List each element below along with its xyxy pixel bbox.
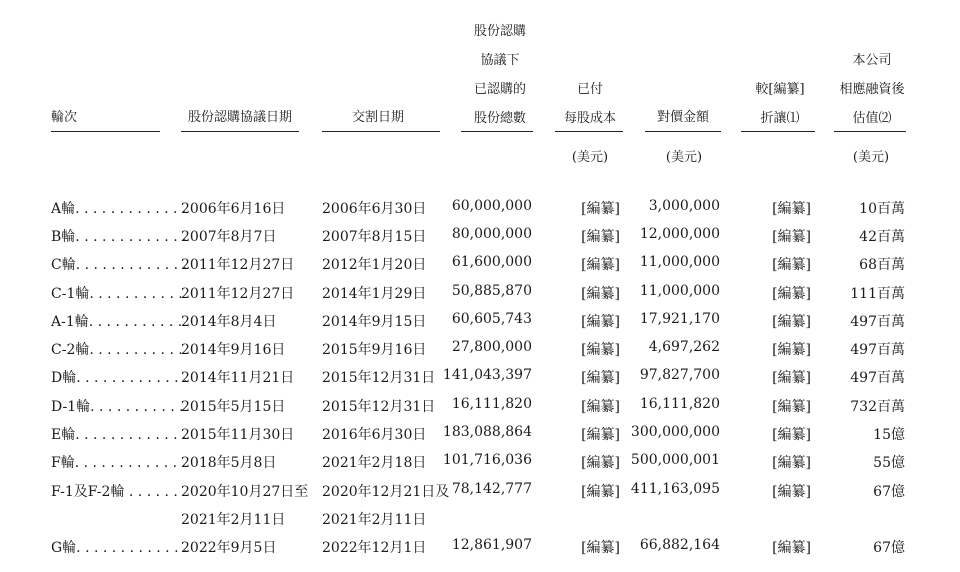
- consideration-amount: 300,000,000: [630, 424, 720, 440]
- header-discount-line: 折讓⑴: [760, 111, 800, 126]
- cost-per-share: [編纂]: [581, 342, 620, 358]
- closing-date: 2016年6月30日: [322, 427, 427, 443]
- total-shares: 12,861,907: [451, 537, 532, 553]
- round-label: C輪. . . . . . . . . . . . .: [51, 257, 187, 273]
- round-label: F輪. . . . . . . . . . . . .: [51, 455, 186, 471]
- discount: [編纂]: [772, 370, 811, 386]
- unit-cost: (美元): [571, 150, 609, 165]
- closing-date: 2014年1月29日: [322, 286, 427, 302]
- header-total-shares-line: 股份認購: [473, 24, 526, 39]
- agreement-date: 2015年5月15日: [181, 399, 286, 415]
- closing-date: 2020年12月21日及: [322, 484, 450, 500]
- header-total-shares-line: 協議下: [480, 53, 520, 68]
- valuation: 55億: [873, 455, 905, 471]
- cost-per-share: [編纂]: [581, 455, 620, 471]
- closing-date: 2006年6月30日: [322, 201, 427, 217]
- agreement-date: 2011年12月27日: [181, 286, 295, 302]
- discount: [編纂]: [772, 455, 811, 471]
- discount: [編纂]: [772, 484, 811, 500]
- total-shares: 60,000,000: [451, 198, 532, 214]
- consideration-amount: 411,163,095: [630, 481, 720, 497]
- header-cost-per-share: [557, 75, 623, 133]
- header-rule: [461, 131, 533, 132]
- consideration-amount: 11,000,000: [639, 283, 720, 299]
- round-label: A-1輪. . . . . . . . . . .: [51, 314, 183, 330]
- agreement-date: 2015年11月30日: [181, 427, 295, 443]
- cost-per-share: [編纂]: [581, 201, 620, 217]
- discount: [編纂]: [772, 229, 811, 245]
- consideration-amount: 97,827,700: [639, 367, 720, 383]
- header-valuation-line: 相應融資後: [839, 82, 905, 97]
- header-consideration: 對價金額: [656, 110, 709, 125]
- closing-date: 2012年1月20日: [322, 257, 427, 273]
- header-rule: [51, 131, 160, 132]
- cost-per-share: [編纂]: [581, 257, 620, 273]
- agreement-date: 2022年9月5日: [181, 540, 277, 556]
- round-label: B輪. . . . . . . . . . . . .: [51, 229, 187, 245]
- total-shares: 80,000,000: [451, 226, 532, 242]
- header-total-shares-line: 已認購的: [473, 82, 526, 97]
- cost-per-share: [編纂]: [581, 229, 620, 245]
- header-cost-line: 已付: [576, 82, 603, 97]
- total-shares: 78,142,777: [451, 481, 532, 497]
- cost-per-share: [編纂]: [581, 484, 620, 500]
- header-rule: [645, 131, 721, 132]
- header-cost-line: 每股成本: [563, 111, 616, 126]
- round-label: C-1輪. . . . . . . . . . .: [51, 286, 183, 302]
- valuation: 67億: [873, 540, 905, 556]
- round-label: C-2輪. . . . . . . . . . .: [51, 342, 183, 358]
- round-label: D-1輪. . . . . . . . . . .: [51, 399, 184, 415]
- valuation: 10百萬: [859, 201, 905, 217]
- agreement-date: 2014年9月16日: [181, 342, 286, 358]
- agreement-date: 2020年10月27日至: [181, 484, 309, 500]
- header-discount: [740, 75, 820, 133]
- consideration-amount: 12,000,000: [639, 226, 720, 242]
- total-shares: 16,111,820: [451, 396, 532, 412]
- cost-per-share: [編纂]: [581, 427, 620, 443]
- closing-date: 2015年9月16日: [322, 342, 427, 358]
- valuation: 497百萬: [850, 342, 905, 358]
- header-round: 輪次: [51, 110, 78, 125]
- total-shares: 61,600,000: [451, 254, 532, 270]
- cost-per-share: [編纂]: [581, 286, 620, 302]
- round-label: G輪. . . . . . . . . . . . .: [51, 540, 188, 556]
- closing-date: 2015年12月31日: [322, 399, 436, 415]
- total-shares: 101,716,036: [442, 452, 532, 468]
- discount: [編纂]: [772, 399, 811, 415]
- header-valuation-line: 估值⑵: [852, 111, 892, 126]
- agreement-date: 2014年11月21日: [181, 370, 295, 386]
- closing-date: 2022年12月1日: [322, 540, 427, 556]
- header-discount-line: 較[編纂]: [755, 82, 805, 97]
- discount: [編纂]: [772, 540, 811, 556]
- valuation: 732百萬: [850, 399, 905, 415]
- valuation: 42百萬: [859, 229, 905, 245]
- discount: [編纂]: [772, 201, 811, 217]
- total-shares: 27,800,000: [451, 339, 532, 355]
- closing-date: 2014年9月15日: [322, 314, 427, 330]
- closing-date: 2015年12月31日: [322, 370, 436, 386]
- discount: [編纂]: [772, 314, 811, 330]
- cost-per-share: [編纂]: [581, 370, 620, 386]
- header-total-shares-line: 股份總數: [473, 111, 526, 126]
- agreement-date: 2006年6月16日: [181, 201, 286, 217]
- header-valuation-line: 本公司: [852, 53, 892, 68]
- agreement-date: 2011年12月27日: [181, 257, 295, 273]
- cost-per-share: [編纂]: [581, 314, 620, 330]
- valuation: 68百萬: [859, 257, 905, 273]
- header-closing-date: 交割日期: [352, 110, 405, 125]
- valuation: 15億: [873, 427, 905, 443]
- valuation: 67億: [873, 484, 905, 500]
- consideration-amount: 66,882,164: [639, 537, 720, 553]
- valuation: 111百萬: [850, 286, 905, 302]
- closing-date: 2021年2月18日: [322, 455, 427, 471]
- total-shares: 141,043,397: [442, 367, 532, 383]
- consideration-amount: 17,921,170: [639, 311, 720, 327]
- agreement-date: 2007年8月7日: [181, 229, 277, 245]
- total-shares: 60,605,743: [451, 311, 532, 327]
- consideration-amount: 16,111,820: [639, 396, 720, 412]
- header-rule: [834, 131, 906, 132]
- header-total-shares: [467, 17, 533, 133]
- closing-date: 2007年8月15日: [322, 229, 427, 245]
- round-label: F-1及F-2輪 . . . . . .: [51, 484, 178, 500]
- round-label: A輪. . . . . . . . . . . . .: [51, 201, 187, 217]
- discount: [編纂]: [772, 427, 811, 443]
- total-shares: 183,088,864: [442, 424, 532, 440]
- discount: [編纂]: [772, 257, 811, 273]
- round-label: D輪. . . . . . . . . . . . .: [51, 370, 188, 386]
- header-rule: [322, 131, 440, 132]
- agreement-date: 2021年2月11日: [181, 512, 286, 528]
- unit-consideration: (美元): [665, 150, 703, 165]
- cost-per-share: [編纂]: [581, 399, 620, 415]
- header-rule: [741, 131, 815, 132]
- consideration-amount: 11,000,000: [639, 254, 720, 270]
- consideration-amount: 4,697,262: [648, 339, 720, 355]
- header-rule: [555, 131, 623, 132]
- header-agreement-date: 股份認購協議日期: [188, 110, 293, 125]
- valuation: 497百萬: [850, 370, 905, 386]
- unit-valuation: (美元): [852, 150, 890, 165]
- discount: [編纂]: [772, 342, 811, 358]
- cost-per-share: [編纂]: [581, 540, 620, 556]
- header-rule: [181, 131, 299, 132]
- total-shares: 50,885,870: [451, 283, 532, 299]
- round-label: E輪. . . . . . . . . . . . .: [51, 427, 187, 443]
- closing-date: 2021年2月11日: [322, 512, 427, 528]
- discount: [編纂]: [772, 286, 811, 302]
- agreement-date: 2018年5月8日: [181, 455, 277, 471]
- valuation: 497百萬: [850, 314, 905, 330]
- consideration-amount: 3,000,000: [648, 198, 720, 214]
- header-valuation: [832, 46, 912, 133]
- agreement-date: 2014年8月4日: [181, 314, 277, 330]
- consideration-amount: 500,000,001: [630, 452, 720, 468]
